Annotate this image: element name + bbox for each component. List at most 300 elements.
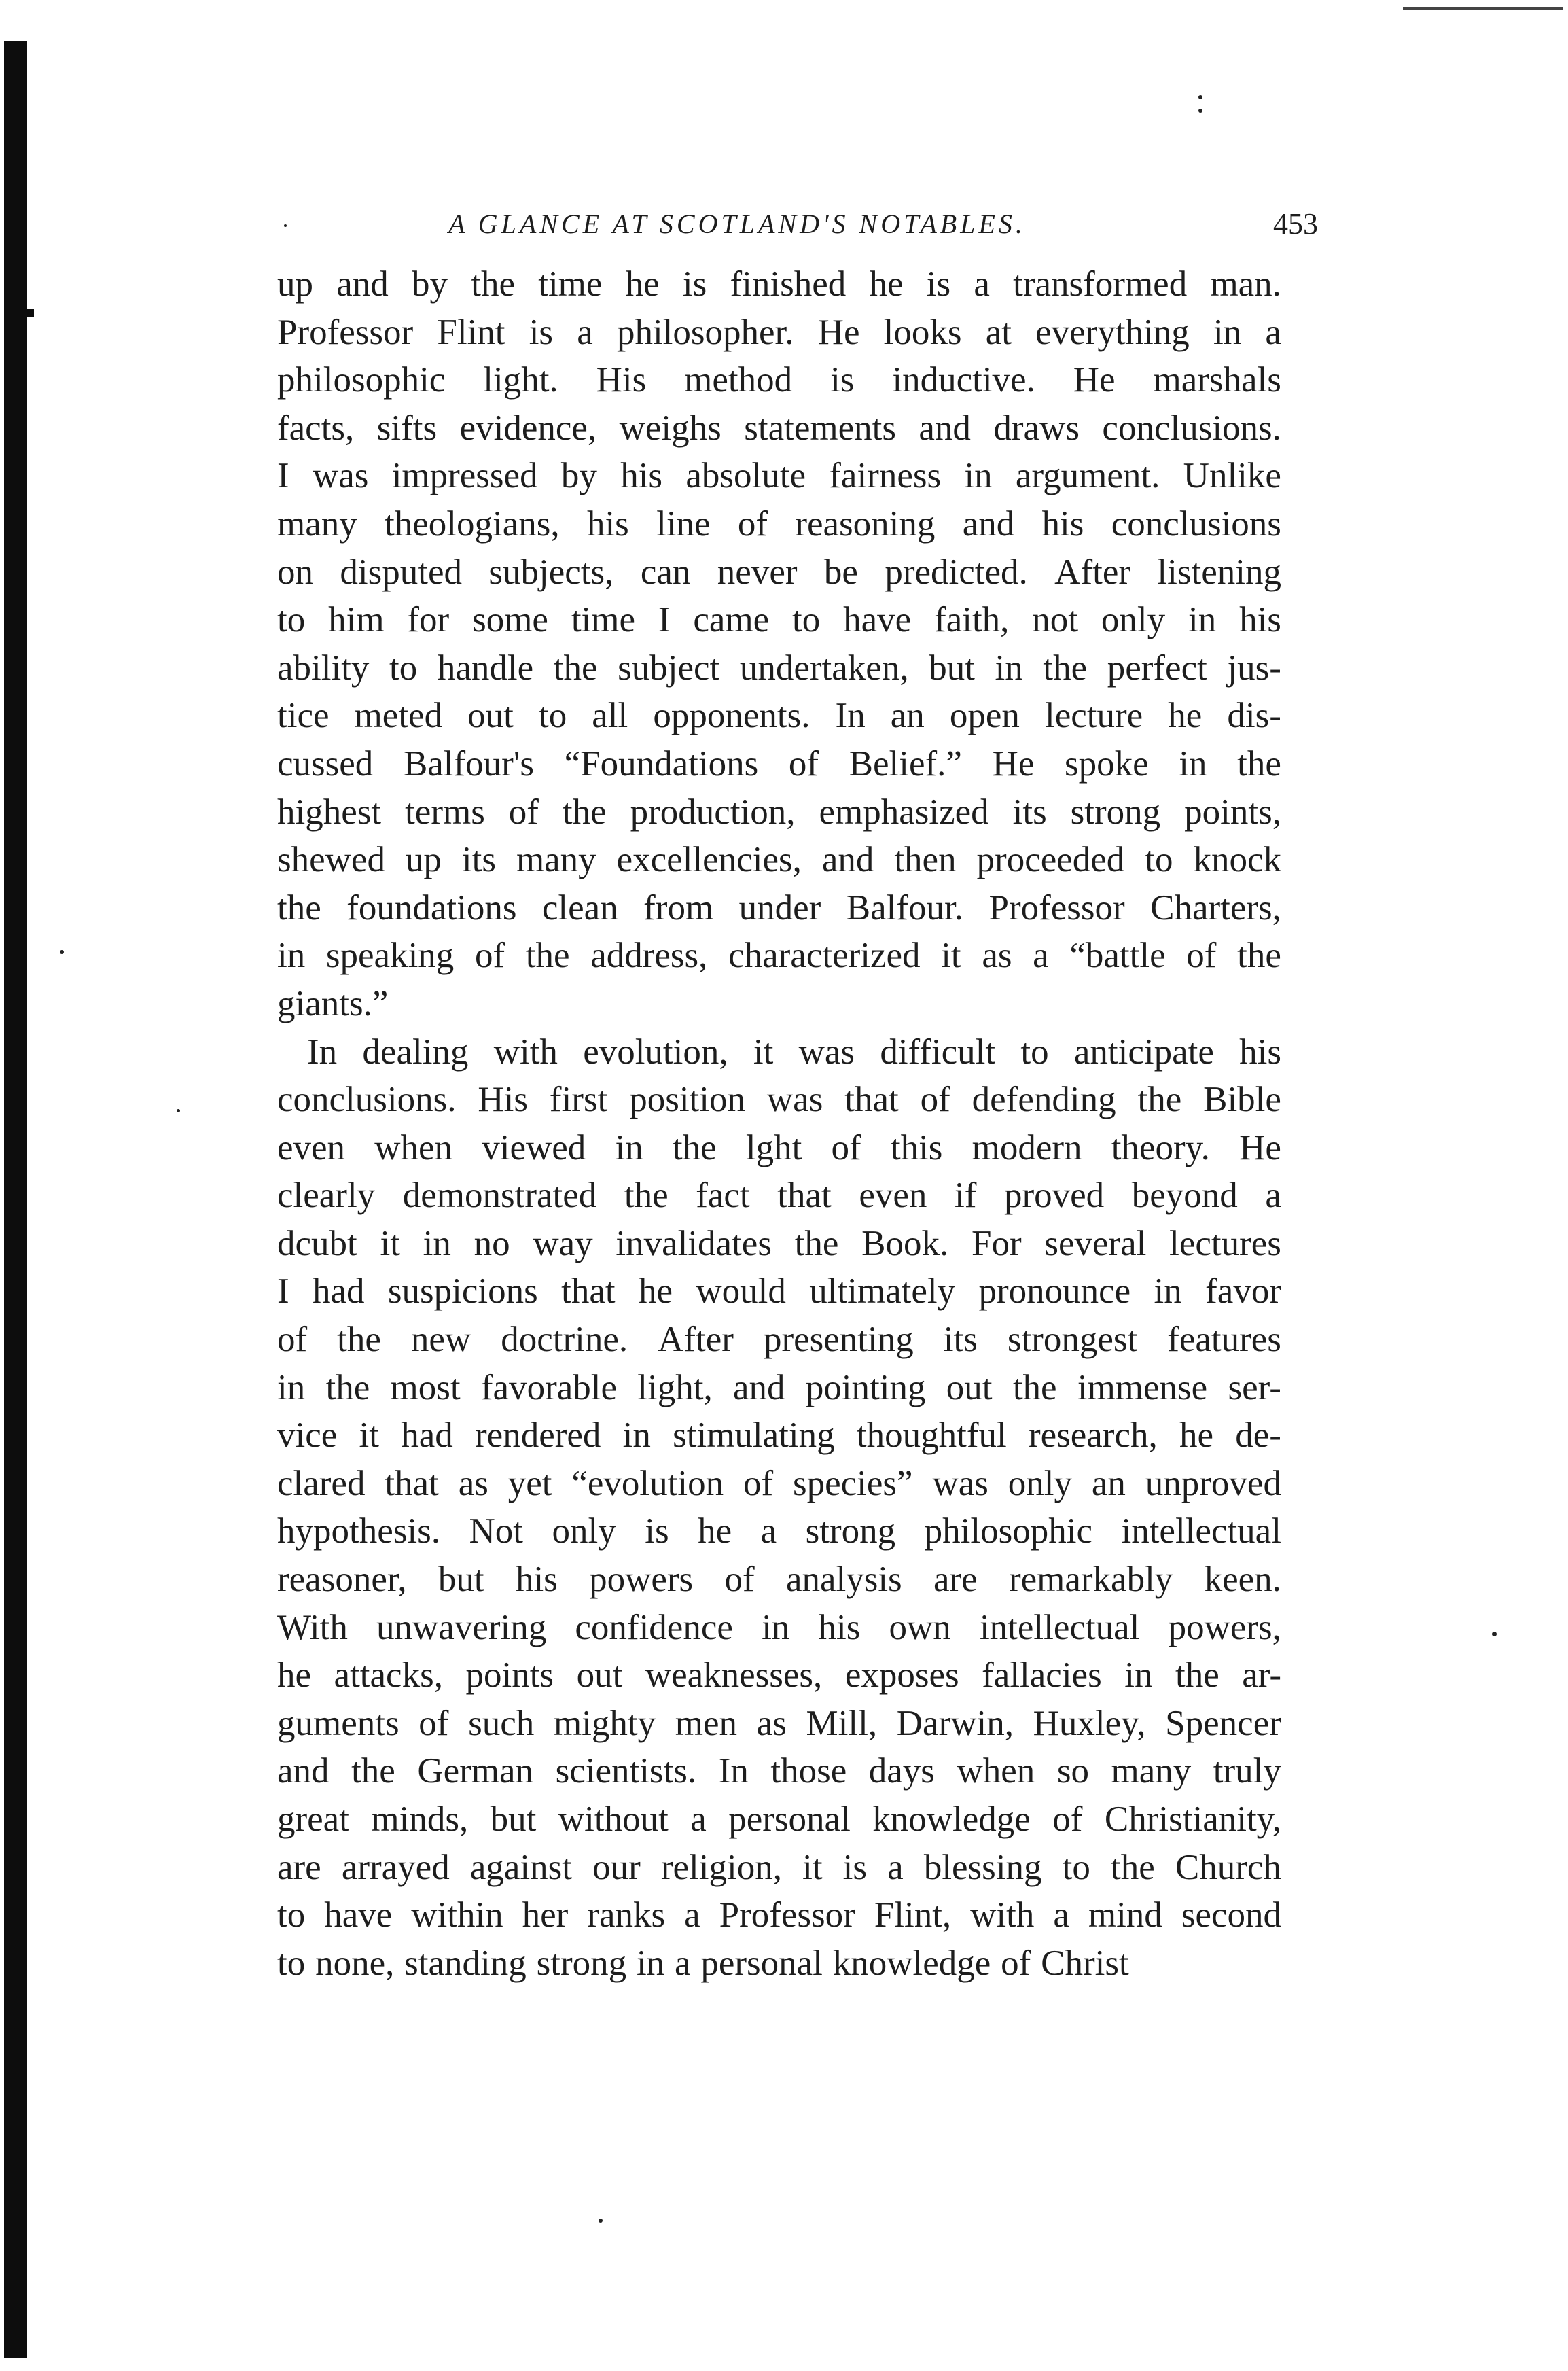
text-word: that [777,1176,832,1216]
text-word: not [1032,600,1079,640]
text-word: In [835,696,866,736]
text-word: he [869,264,904,304]
text-word: but [490,1799,537,1839]
text-word: the [337,1320,381,1360]
text-word: he [638,1271,673,1312]
text-line [277,836,1281,884]
text-word: characterized [728,936,921,976]
text-line [277,260,1281,309]
text-word: have [843,600,912,640]
text-word: his [515,1560,558,1600]
page-number: 453 [1273,207,1318,241]
text-word: of [277,1320,308,1360]
text-word: analysis [785,1560,902,1600]
text-word: intellectual [979,1607,1140,1647]
text-word: was [798,1032,855,1072]
text-word: to [277,600,306,640]
text-word: undertaken, [739,648,909,688]
text-word: defending [972,1080,1116,1120]
text-word: invalidates [616,1223,772,1263]
text-word: a [690,1799,707,1839]
text-word: but [929,648,975,688]
text-word: out [467,696,514,736]
text-word: from [643,888,714,928]
text-word: are [277,1847,321,1887]
text-word: had [313,1271,365,1312]
text-word: none, [315,1943,395,1983]
text-word: opponents. [653,696,810,736]
text-line [277,309,1281,357]
text-line [277,1795,1281,1844]
text-word: in [277,936,306,976]
text-word: came [693,600,770,640]
text-word: everything [1035,312,1190,352]
text-word: only [1101,600,1166,640]
text-word: evidence, [459,408,597,448]
text-word: that [844,1080,899,1120]
text-word: theologians, [385,504,560,544]
text-line [277,644,1281,692]
text-word: cussed [277,743,374,784]
text-word: facts, [277,408,355,448]
text-word: dcubt [277,1223,357,1263]
text-word: in [1188,600,1217,640]
text-word: sifts [376,408,438,448]
text-word: knowledge [872,1799,1031,1839]
text-word: weighs [619,408,721,448]
text-word: in [636,1943,665,1983]
text-word: presenting [763,1320,914,1360]
text-word: the [794,1223,839,1263]
text-word: even [859,1176,927,1216]
text-word: “battle [1069,936,1166,976]
text-word: was [766,1080,823,1120]
text-word: of [474,936,505,976]
text-word: be [823,552,858,592]
text-word: second [1181,1895,1281,1935]
text-word: with [970,1895,1035,1935]
text-word: finished [730,264,847,304]
text-word: doctrine. [501,1320,628,1360]
text-word: man. [1210,264,1281,304]
text-word: He [992,743,1035,784]
ink-speck-right-margin [1492,1632,1497,1636]
text-word: hypothesis. [277,1511,440,1551]
text-word: have [324,1895,393,1935]
text-line [277,1700,1281,1748]
text-word: personal [728,1799,851,1839]
text-word: against [469,1847,572,1887]
text-word: open [949,696,1020,736]
text-line [277,692,1281,740]
text-word: all [592,696,628,736]
text-word: to [1020,1032,1049,1072]
text-word: Darwin, [896,1703,1014,1743]
text-word: in [423,1223,451,1263]
text-word: in [1154,1271,1182,1312]
text-word: strong [805,1511,896,1551]
text-word: was [312,456,369,496]
text-line [277,1220,1281,1268]
text-word: of [508,792,539,832]
text-word: ar- [1242,1655,1281,1696]
text-line [277,740,1281,788]
text-word: many [277,504,357,544]
text-word: then [894,840,957,880]
text-word: in [622,1416,651,1456]
text-word: fairness [829,456,942,496]
text-word: its [461,840,496,880]
text-line [277,980,1281,1028]
text-word: can [640,552,691,592]
text-word: to [792,600,821,640]
text-word: fallacies [982,1655,1102,1696]
text-line [277,1844,1281,1892]
text-line [277,356,1281,404]
text-word: of [724,1560,755,1600]
text-word: tice [277,696,329,736]
text-word: its [943,1320,978,1360]
text-word: I [658,600,671,640]
text-line [277,1556,1281,1604]
text-word: favorable [480,1367,618,1407]
text-word: minds, [371,1799,469,1839]
text-word: mind [1088,1895,1162,1935]
text-word: scientists. [555,1751,697,1791]
text-word: the [1237,936,1281,976]
text-word: draws [993,408,1080,448]
text-word: to [538,696,567,736]
text-word: a [760,1511,777,1551]
text-word: religion, [660,1847,782,1887]
text-word: and [336,264,389,304]
text-word: this [890,1127,943,1167]
text-word: lght [745,1127,802,1167]
text-word: powers, [1168,1607,1281,1647]
text-word: handle [437,648,534,688]
text-word: statements [744,408,896,448]
text-word: a [1033,936,1049,976]
text-word: After [1054,552,1130,592]
text-line [277,1507,1281,1556]
running-head [272,204,1318,245]
text-word: terms [405,792,485,832]
text-word: arrayed [341,1847,450,1887]
text-word: new [410,1320,471,1360]
text-word: as [982,936,1012,976]
text-word: is [842,1847,868,1887]
text-word: only [552,1511,616,1551]
text-word: weaknesses, [645,1655,823,1696]
text-word: it [802,1847,823,1887]
text-word: within [411,1895,503,1935]
text-word: the [553,648,598,688]
ink-speck-bottom [599,2219,603,2223]
text-word: lecture [1045,696,1143,736]
text-word: pronounce [978,1271,1131,1312]
text-word: absolute [685,456,806,496]
text-word: thoughtful [856,1416,1007,1456]
text-word: vice [277,1416,338,1456]
text-word: inductive. [892,360,1035,400]
text-word: for [407,600,450,640]
text-word: favor [1205,1271,1281,1312]
text-word: is [926,264,951,304]
text-word: in [615,1127,643,1167]
text-word: argument. [1015,456,1160,496]
text-word: would [696,1271,786,1312]
text-word: standing [404,1943,527,1983]
text-word: men [675,1703,738,1743]
text-word: dealing [362,1032,469,1072]
text-word: Balfour. [846,888,964,928]
text-word: exposes [844,1655,959,1696]
text-word: is [645,1511,669,1551]
running-title: A GLANCE AT SCOTLAND'S NOTABLES. [448,209,1026,239]
text-word: position [629,1080,745,1120]
text-word: foundations [346,888,517,928]
text-word: intellectual [1121,1511,1281,1551]
text-word: to [389,648,418,688]
text-word: clared [277,1463,366,1503]
text-word: a [974,264,990,304]
text-word: the [1012,1367,1057,1407]
text-word: under [738,888,821,928]
text-word: Mill, [806,1703,878,1743]
text-word: at [985,312,1012,352]
text-word: on [277,552,313,592]
text-word: his [586,504,629,544]
text-word: suspicions [387,1271,538,1312]
text-word: philosophic [924,1511,1092,1551]
text-word: features [1167,1320,1281,1360]
text-word: and [919,408,971,448]
binding-edge-bar [4,41,27,2358]
text-word: Professor [719,1895,855,1935]
text-word: the [1111,1847,1155,1887]
text-word: no [474,1223,510,1263]
text-word: keen. [1204,1560,1281,1600]
text-word: it [359,1416,379,1456]
body-text [277,260,1281,1987]
text-word: points [465,1655,554,1696]
text-word: Belief.” [849,743,962,784]
text-word: In [307,1032,338,1072]
text-word: great [277,1799,349,1839]
text-word: German [417,1751,534,1791]
text-word: of [1186,936,1217,976]
ink-speck-top-right-2 [1198,109,1202,113]
text-word: by [560,456,597,496]
text-word: de- [1235,1416,1281,1456]
text-word: Christ [1041,1943,1129,1983]
text-word: disputed [340,552,463,592]
text-word: clean [541,888,618,928]
text-word: a [887,1847,904,1887]
text-word: After [658,1320,734,1360]
text-line [277,1604,1281,1652]
text-line [277,1891,1281,1939]
text-word: Balfour's [403,743,535,784]
text-word: an [890,696,925,736]
text-word: demonstrated [402,1176,597,1216]
text-word: Professor [277,312,414,352]
text-word: as [756,1703,787,1743]
text-word: rendered [475,1416,601,1456]
text-word: when [374,1127,453,1167]
text-word: attacks, [334,1655,443,1696]
text-word: fact [696,1176,750,1216]
text-word: her [522,1895,569,1935]
text-word: He [817,312,860,352]
text-word: remarkably [1008,1560,1173,1600]
text-word: knock [1193,840,1281,880]
text-word: he [1179,1416,1214,1456]
text-word: looks [883,312,962,352]
text-word: many [1111,1751,1192,1791]
text-word: of [743,1463,774,1503]
text-word: some [472,600,548,640]
text-word: even [277,1127,346,1167]
text-word: proved [1003,1176,1105,1216]
text-word: strong [536,1943,627,1983]
text-word: perfect [1107,648,1207,688]
text-word: subject [618,648,720,688]
text-word: in [762,1607,790,1647]
text-word: subjects, [488,552,614,592]
text-word: species” [792,1463,913,1503]
text-word: of [788,743,819,784]
text-line [277,1939,1281,1988]
text-line [277,1028,1281,1076]
text-word: the [277,888,321,928]
text-word: proceeded [976,840,1125,880]
text-word: in [1124,1655,1153,1696]
text-word: Unlike [1183,456,1281,496]
text-word: immense [1077,1367,1208,1407]
text-word: His [596,360,647,400]
text-word: the [1043,648,1088,688]
binding-edge-notch [27,309,34,317]
text-word: Huxley, [1033,1703,1146,1743]
text-word: such [468,1703,535,1743]
text-word: time [538,264,603,304]
text-word: most [390,1367,461,1407]
text-word: are [933,1560,978,1600]
text-word: Charters, [1150,888,1281,928]
text-word: Spencer [1165,1703,1281,1743]
text-word: had [401,1416,453,1456]
text-word: theory. [1111,1127,1210,1167]
text-word: of [737,504,768,544]
text-word: several [1044,1223,1147,1263]
text-word: is [682,264,707,304]
text-word: Flint [437,312,505,352]
text-word: ranks [587,1895,666,1935]
text-word: points, [1184,792,1281,832]
text-line [277,932,1281,980]
text-word: a [675,1943,691,1983]
text-word: out [576,1655,623,1696]
text-word: those [770,1751,847,1791]
text-word: in [1213,312,1242,352]
text-word: of [920,1080,950,1120]
text-word: meted [354,696,443,736]
text-word: so [1056,1751,1089,1791]
text-word: and [821,840,874,880]
text-word: truly [1213,1751,1281,1791]
text-word: blessing [923,1847,1042,1887]
text-word: of [418,1703,449,1743]
text-word: his [620,456,663,496]
text-word: in [1179,743,1207,784]
text-word: conclusions [1111,504,1281,544]
text-word: of [1052,1799,1083,1839]
text-word: he [625,264,660,304]
text-word: that [385,1463,439,1503]
text-word: it [753,1032,774,1072]
text-word: and [962,504,1015,544]
text-word: the [624,1176,669,1216]
text-word: personal [700,1943,823,1983]
text-word: way [533,1223,593,1263]
text-word: up [405,840,442,880]
text-word: I [277,456,289,496]
text-word: evolution, [583,1032,728,1072]
text-word: Bible [1203,1080,1281,1120]
text-word: our [592,1847,641,1887]
text-word: jus- [1227,648,1281,688]
text-word: line [656,504,711,544]
text-word: With [277,1607,348,1647]
text-word: confidence [575,1607,733,1647]
text-word: up [277,264,313,304]
text-word: In [718,1751,749,1791]
text-word: when [957,1751,1035,1791]
text-word: the [471,264,515,304]
text-word: philosophic [277,360,446,400]
text-line [277,1316,1281,1364]
text-word: light. [483,360,558,400]
text-line [277,1460,1281,1508]
text-word: him [328,600,385,640]
text-word: in [995,648,1023,688]
text-word: lectures [1169,1223,1281,1263]
text-word: that [561,1271,616,1312]
text-word: method [684,360,793,400]
text-line [277,404,1281,453]
text-word: ability [277,648,370,688]
text-word: speaking [325,936,455,976]
text-word: address, [590,936,708,976]
text-word: highest [277,792,382,832]
text-line [277,1411,1281,1460]
text-word: reasoner, [277,1560,407,1600]
text-word: light, [637,1367,713,1407]
text-word: is [830,360,855,400]
text-word: his [1041,504,1084,544]
text-word: time [571,600,636,640]
text-word: an [1091,1463,1126,1503]
text-word: the [1237,743,1281,784]
text-word: research, [1028,1416,1158,1456]
text-word: his [818,1607,861,1647]
text-word: strong [1070,792,1161,832]
text-line [277,452,1281,500]
text-word: if [955,1176,977,1216]
text-word: ser- [1228,1367,1281,1407]
text-word: its [1012,792,1047,832]
